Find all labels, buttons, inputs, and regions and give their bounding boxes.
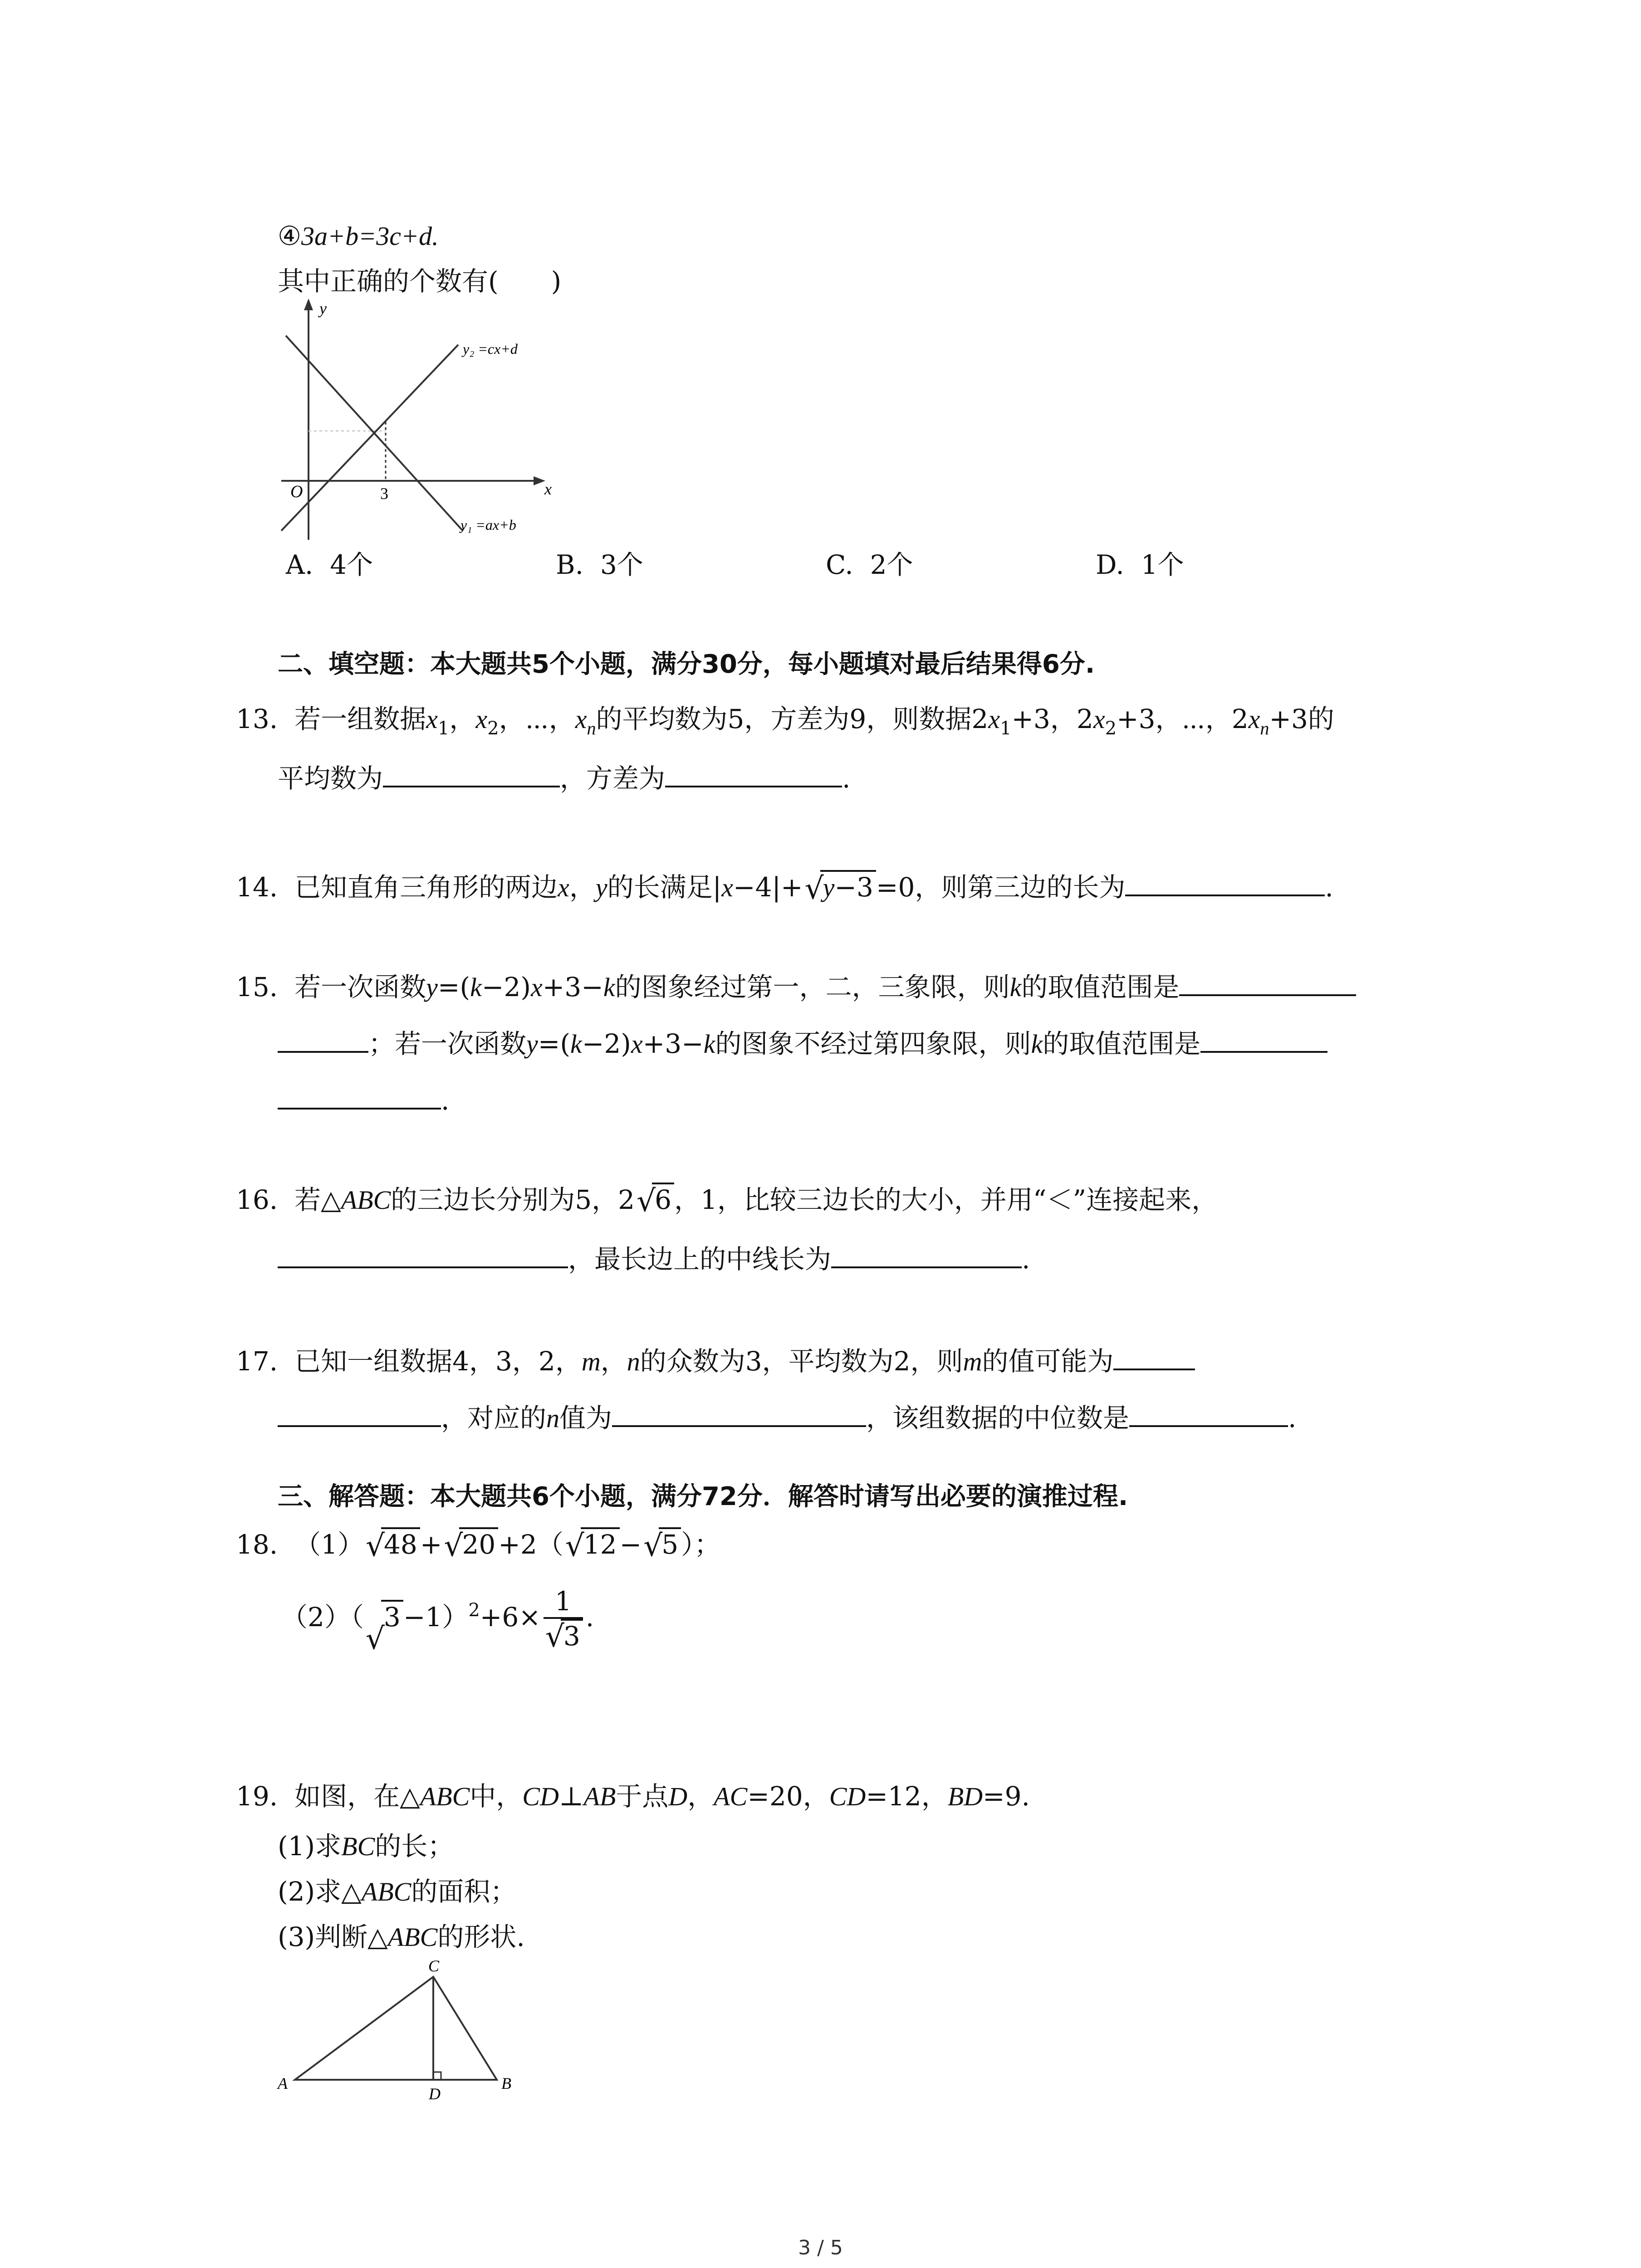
q15-line1: 15. 若一次函数y=(k−2)x+3−k的图象经过第一，二，三象限，则k的取值范围是 [236, 966, 1356, 1006]
x-tick-3: 3 [380, 484, 388, 503]
q15-blank-1b[interactable] [278, 1023, 368, 1053]
triangle-abc [295, 1977, 497, 2080]
option-a: A. 4个 [286, 549, 373, 580]
q19-sub2: (2)求△ABC的面积； [278, 1876, 517, 1907]
q12-question: 其中正确的个数有( ) [278, 266, 562, 297]
q13-blank-variance[interactable] [665, 758, 842, 787]
right-angle-mark [433, 2072, 441, 2080]
q19-stem: 19. 如图，在△ABC中，CD⊥AB于点D，AC=20，CD=12，BD=9. [236, 1781, 1030, 1812]
q17-blank-n[interactable] [612, 1397, 866, 1427]
q17-line2: ，对应的n值为 ，该组数据的中位数是 . [278, 1397, 1296, 1437]
line2-label: y₂ =cx+d [463, 341, 518, 357]
q14-blank[interactable] [1125, 866, 1325, 896]
q19-sub3: (3)判断△ABC的形状. [278, 1921, 525, 1952]
q17-blank-m-a[interactable] [1113, 1340, 1195, 1370]
y-axis-arrow-icon [304, 298, 313, 310]
q15-blank-2a[interactable] [1200, 1023, 1327, 1053]
option-d: D. 1个 [1096, 549, 1184, 580]
q18-part2: （2）（ √ 3 −1）$^2$+6× 1 √ 3 . [281, 1585, 594, 1656]
q16-line2: ，最长边上的中线长为 . [278, 1238, 1030, 1277]
q13-blank-mean[interactable] [383, 758, 560, 787]
q16-blank-compare[interactable] [278, 1238, 568, 1268]
option-b: B. 3个 [556, 549, 643, 580]
q15-line3: . [278, 1080, 449, 1119]
q13-line2: 平均数为 ，方差为 . [278, 758, 850, 797]
q17-blank-m-b[interactable] [278, 1397, 441, 1427]
option-c: C. 2个 [826, 549, 913, 580]
q13-line1: 13. 若一组数据$x_1$，$x_2$，⋯，$x_n$的平均数为5，方差为9，则数据$2x_1+3$，$2x_2+3$，⋯，$2x_n+3$的 [236, 704, 1334, 739]
sqrt-symbol: √ 6 [637, 1182, 674, 1218]
x-axis-arrow-icon [534, 476, 545, 485]
vertex-c-label: C [428, 1960, 440, 1975]
q14-line: 14. 已知直角三角形的两边x，y的长满足|x−4|+ √ y−3 =0，则第三边的长为 . [236, 866, 1333, 906]
section2-heading: 二、填空题：本大题共5个小题，满分30分，每小题填对最后结果得6分. [278, 650, 1095, 679]
q15-line2: ；若一次函数y=(k−2)x+3−k的图象不经过第四象限，则k的取值范围是 [278, 1023, 1327, 1062]
q19-triangle-figure [272, 1960, 526, 2105]
section3-heading: 三、解答题：本大题共6个小题，满分72分．解答时请写出必要的演推过程. [278, 1482, 1128, 1511]
page-number: 3 / 5 [798, 2236, 843, 2259]
q15-blank-1a[interactable] [1179, 966, 1356, 996]
y-axis-label: y [319, 299, 327, 318]
q12-expr: 3a+b=3c+d. [301, 221, 439, 251]
line1-label: y₁ =ax+b [460, 517, 516, 533]
q15-blank-2b[interactable] [278, 1080, 441, 1110]
x-axis-label: x [544, 480, 552, 498]
q17-line1: 17. 已知一组数据4，3，2，m，n的众数为3，平均数为2，则m的值可能为 [236, 1340, 1195, 1380]
sqrt-symbol: √ y−3 [805, 869, 876, 905]
q16-line1: 16. 若△ABC的三边长分别为5，2 √ 6 ，1，比较三边长的大小，并用“＜”连接起来， [236, 1182, 1218, 1218]
vertex-a-label: A [278, 2074, 288, 2092]
q17-blank-median[interactable] [1129, 1397, 1288, 1427]
circled-number: ④ [278, 220, 301, 251]
q18-part1: 18. （1） √ 48 + √ 20 +2（ √ 12 − √ 5 ）； [236, 1528, 721, 1563]
point-d-label: D [429, 2085, 441, 2103]
q12-statement-4 [278, 218, 439, 254]
q12-linear-graph [272, 295, 563, 549]
q16-blank-median[interactable] [831, 1238, 1022, 1268]
vertex-b-label: B [501, 2074, 511, 2092]
q19-sub1: (1)求BC的长； [278, 1831, 454, 1862]
origin-label: O [290, 482, 303, 501]
fraction: 1 √ 3 [544, 1585, 583, 1653]
